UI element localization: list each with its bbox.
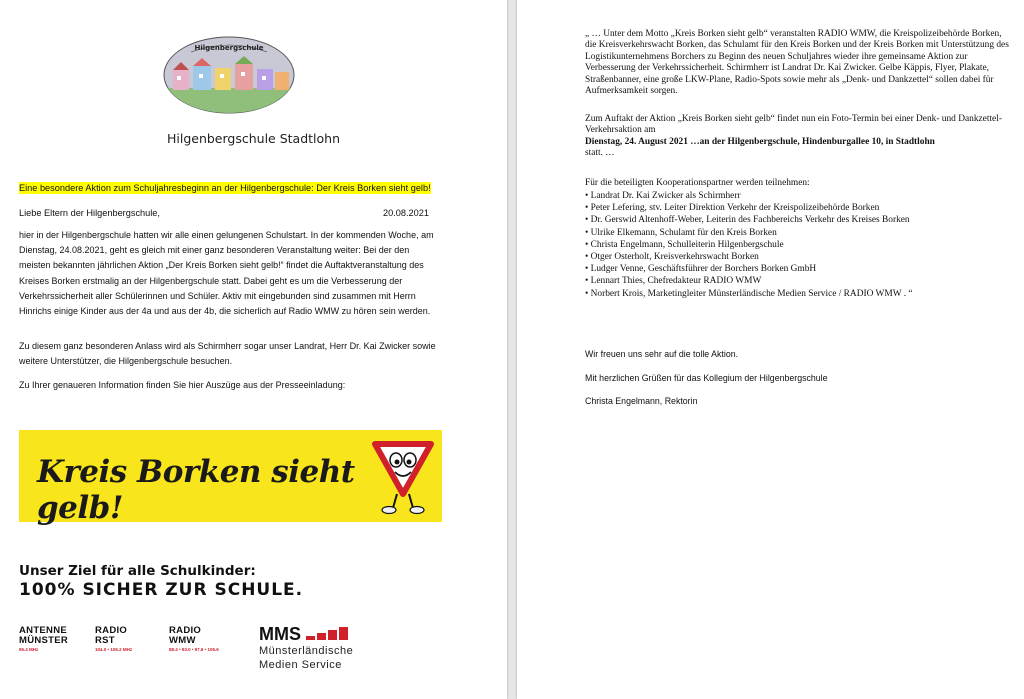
mms-line-2: Medien Service bbox=[259, 659, 342, 671]
signature-line: Christa Engelmann, Rektorin bbox=[585, 396, 698, 406]
closing-line-1: Wir freuen uns sehr auf die tolle Aktion. bbox=[585, 349, 739, 359]
highlighted-headline-text: Eine besondere Aktion zum Schuljahresbeginn an der Hilgenbergschule: Der Kreis Borken sieht gelb! bbox=[19, 183, 431, 193]
rst-frequency: 104.0 • 105.2 MHz bbox=[95, 647, 133, 652]
closing-line-2: Mit herzlichen Grüßen für das Kollegium der Hilgenbergschule bbox=[585, 373, 828, 383]
sponsor-logos bbox=[19, 622, 379, 692]
letter-paragraph-3: Zu Ihrer genaueren Information finden Sie hier Auszüge aus der Presseeinladung: bbox=[19, 380, 346, 390]
partner-list-item: • Ulrike Elkemann, Schulamt für den Kreis Borken bbox=[585, 227, 777, 238]
letter-paragraph-2: Zu diesem ganz besonderen Anlass wird als Schirmherr sogar unser Landrat, Herr Dr. Kai Zwicker sowie weitere Unterstützer, die Hilgenbergschule besuchen. bbox=[19, 341, 436, 367]
partner-list-item: • Landrat Dr. Kai Zwicker als Schirmherr bbox=[585, 191, 741, 201]
letter-date: 20.08.2021 bbox=[383, 208, 429, 218]
radio-wmw-logo bbox=[169, 626, 219, 652]
document-page-left bbox=[0, 0, 507, 699]
partner-list-item: • Dr. Gerswid Altenhoff-Weber, Leiterin des Fachbereichs Verkehr des Kreises Borken bbox=[585, 215, 910, 226]
rst-line-1: RADIO bbox=[95, 625, 128, 636]
press-paragraph-2-end: statt. … bbox=[585, 148, 615, 159]
letter-paragraph-1: hier in der Hilgenbergschule hatten wir alle einen gelungenen Schulstart. In der kommenden Woche, am Dienstag, 24.08.2021, geht es gleich mit einer ganz besonderen Veranstaltung weiter: Bei der den meisten bekannten jährlichen Aktion „Der Kreis Borken sieht gelb!“ findet die Auftaktveranstaltung des Kreises Borken erstmalig an der Hilgenbergschule statt. Dabei geht es um die Verbesserung der Verkehrssicherheit aller Schülerinnen und Schüler. Aktiv mit eingebunden sind zusammen mit Herrn Hinrichs einige Kinder aus der 4a und aus der 4b, die sicherlich auf Radio WMW zu hören sein werden. bbox=[19, 230, 434, 317]
partner-list-item: • Otger Osterholt, Kreisverkehrswacht Borken bbox=[585, 252, 759, 263]
antenne-line-1: ANTENNE bbox=[19, 625, 68, 636]
press-paragraph-2 bbox=[585, 114, 1010, 160]
partner-list-item: • Christa Engelmann, Schulleiterin Hilgenbergschule bbox=[585, 239, 784, 250]
yield-sign-mascot-icon bbox=[371, 438, 435, 516]
banner-text: Kreis Borken sieht gelb! bbox=[37, 454, 355, 526]
school-logo bbox=[163, 36, 295, 114]
partner-list-item: • Ludger Venne, Geschäftsführer der Borchers Borken GmbH bbox=[585, 264, 817, 275]
partner-list bbox=[585, 190, 913, 300]
partner-list-item: • Lennart Thies, Chefredakteur RADIO WMW bbox=[585, 276, 762, 287]
school-logo-text: Hilgenbergschule bbox=[194, 44, 264, 52]
mms-line-1: Münsterländische bbox=[259, 645, 354, 657]
wmw-frequency: 88.4 • 93.0 • 97.6 • 105.6 bbox=[169, 647, 219, 652]
antenne-frequency: 95.4 MHz bbox=[19, 647, 39, 652]
goal-line-1: Unser Ziel für alle Schulkinder: bbox=[19, 563, 256, 579]
partner-list-item: • Norbert Krois, Marketingleiter Münsterländische Medien Service / RADIO WMW . “ bbox=[585, 288, 913, 299]
goal-line-2: 100% SICHER ZUR SCHULE. bbox=[19, 580, 304, 600]
document-page-right bbox=[517, 0, 1024, 699]
wmw-line-2: WMW bbox=[169, 635, 196, 646]
mms-logo bbox=[259, 624, 356, 672]
letter-greeting: Liebe Eltern der Hilgenbergschule, bbox=[19, 208, 160, 218]
antenne-line-2: MÜNSTER bbox=[19, 635, 69, 646]
mms-short: MMS bbox=[259, 624, 301, 644]
highlighted-headline bbox=[19, 183, 431, 193]
partner-list-item: • Peter Lefering, stv. Leiter Direktion Verkehr der Kreispolizeibehörde Borken bbox=[585, 203, 880, 214]
rst-line-2: RST bbox=[95, 635, 115, 646]
campaign-goal bbox=[19, 563, 303, 600]
press-paragraph-1: „ … Unter dem Motto „Kreis Borken sieht gelb“ veranstalten RADIO WMW, die Kreispolizeibehörde Borken, die Kreisverkehrswacht Borken, das Schulamt für den Kreis Borken und der Kreis Borken mit Unterstützung des Logistikunternehmens Borchers zu Beginn des neuen Schuljahres wieder ihre gemeinsame Aktion zur Verbesserung der Verkehrssicherheit. Schirmherr ist Landrat Dr. Kai Zwicker. Gelbe Käppis, Flyer, Plakate, Straßenbanner, eine große LKW-Plane, Radio-Spots sowie mehr als „Denk- und Dankzettel“ sollen dabei für Aufmerksamkeit sorgen. bbox=[585, 29, 1009, 97]
wmw-line-1: RADIO bbox=[169, 625, 202, 636]
press-paragraph-2-text: Zum Auftakt der Aktion „Kreis Borken sieht gelb“ findet nun ein Foto-Termin bei einer Denk- und Dankzettel-Verkehrsaktion am bbox=[585, 114, 1002, 136]
kreis-borken-banner bbox=[19, 430, 442, 526]
antenne-muenster-logo bbox=[19, 626, 68, 652]
signal-bars-icon bbox=[306, 626, 356, 640]
partner-intro: Für die beteiligten Kooperationspartner werden teilnehmen: bbox=[585, 178, 810, 188]
school-title: Hilgenbergschule Stadtlohn bbox=[166, 131, 341, 146]
radio-rst-logo bbox=[95, 626, 132, 652]
press-event-details: Dienstag, 24. August 2021 …an der Hilgenbergschule, Hindenburgallee 10, in Stadtlohn bbox=[585, 136, 935, 147]
